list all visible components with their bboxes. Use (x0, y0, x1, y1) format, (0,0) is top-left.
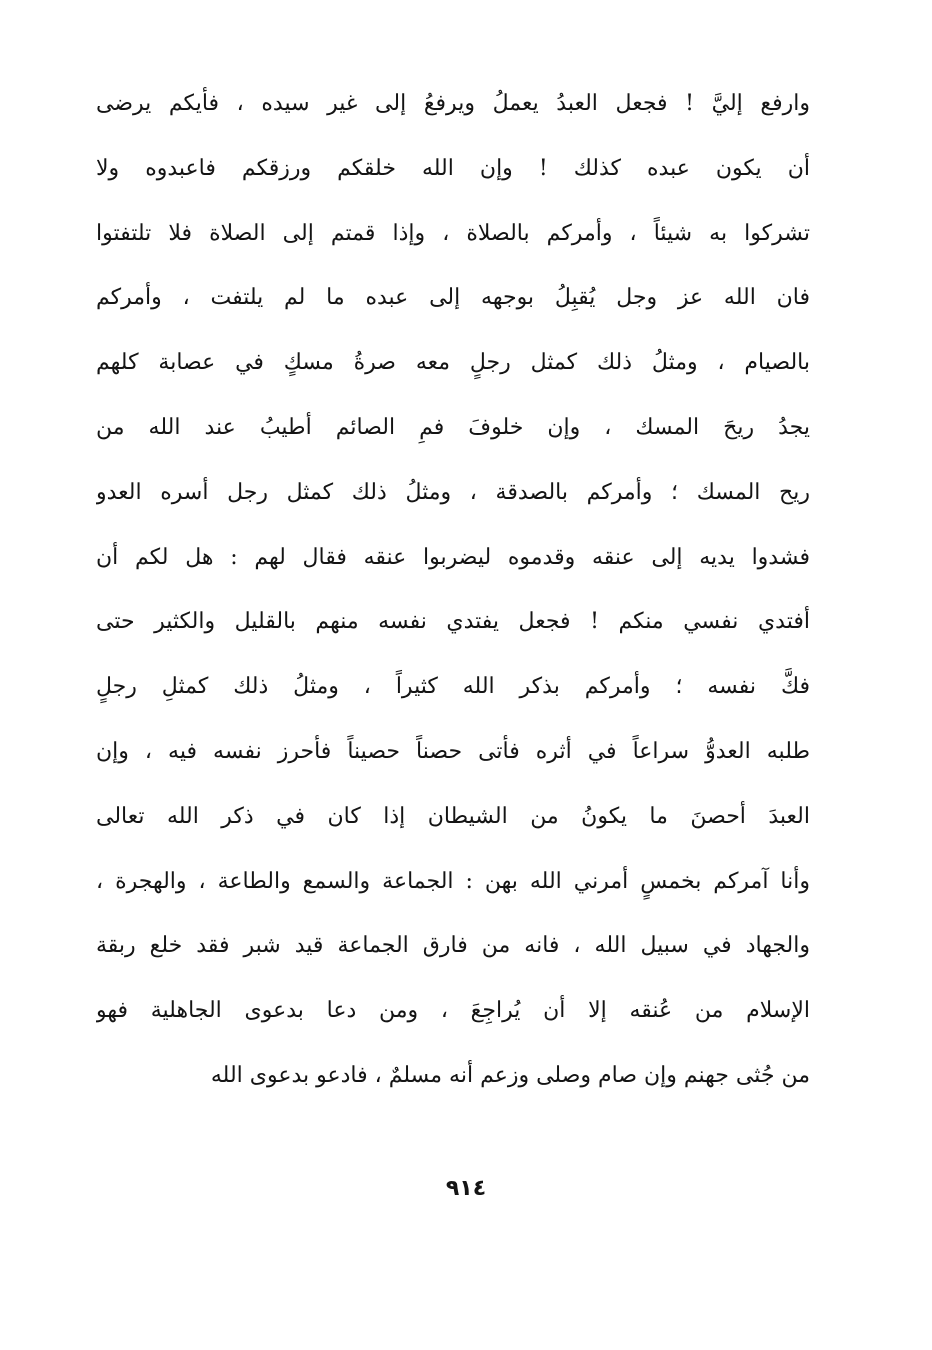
text-line-6: يجدُ ريحَ المسك ، وإن خلوفَ فمِ الصائم أطيبُ عند الله من (96, 414, 810, 440)
text-line-3: تشركوا به شيئاً ، وأمركم بالصلاة ، وإذا قمتم إلى الصلاة فلا تلتفتوا (96, 220, 810, 246)
text-line-8: فشدوا يديه إلى عنقه وقدموه ليضربوا عنقه فقال لهم : هل لكم أن (96, 544, 810, 570)
text-line-11: طلبه العدوُّ سراعاً في أثره فأتى حصناً حصيناً فأحرز نفسه فيه ، وإن (96, 738, 810, 764)
text-line-1: وارفع إليَّ ! فجعل العبدُ يعملُ ويرفعُ إلى غير سيده ، فأيكم يرضى (96, 91, 810, 116)
text-line-15: الإسلام من عُنقه إلا أن يُراجِعَ ، ومن دعا بدعوى الجاهلية فهو (96, 998, 810, 1024)
text-line-2: أن يكون عبده كذلك ! وإن الله خلقكم ورزقكم فاعبدوه ولا (96, 155, 810, 181)
text-line-7: ريح المسك ؛ وأمركم بالصدقة ، ومثلُ ذلك كمثل رجل أسره العدو (96, 479, 810, 505)
text-line-4: فان الله عز وجل يُقبِلُ بوجهه إلى عبده ما لم يلتفت ، وأمركم (96, 285, 810, 311)
text-line-9: أفتدي نفسي منكم ! فجعل يفتدي نفسه منهم بالقليل والكثير حتى (96, 609, 810, 635)
text-line-12: العبدَ أحصنَ ما يكونُ من الشيطان إذا كان في ذكر الله تعالى (96, 803, 810, 829)
text-line-5: بالصيام ، ومثلُ ذلك كمثل رجلٍ معه صرةُ مسكٍ في عصابة كلهم (96, 350, 810, 376)
text-line-10: فكَّ نفسه ؛ وأمركم بذكر الله كثيراً ، ومثلُ ذلك كمثلِ رجلٍ (96, 674, 810, 700)
text-line-14: والجهاد في سبيل الله ، فانه من فارق الجماعة قيد شبر فقد خلع ربقة (96, 933, 810, 959)
body-text (96, 72, 810, 1109)
text-line-13: وأنا آمركم بخمسٍ أمرني الله بهن : الجماعة والسمع والطاعة ، والهجرة ، (96, 868, 810, 894)
text-line-16: من جُثى جهنم وإن صام وصلى وزعم أنه مسلمٌ ، فادعو بدعوى الله (210, 1062, 810, 1088)
page-number: ٩١٤ (445, 1176, 487, 1201)
